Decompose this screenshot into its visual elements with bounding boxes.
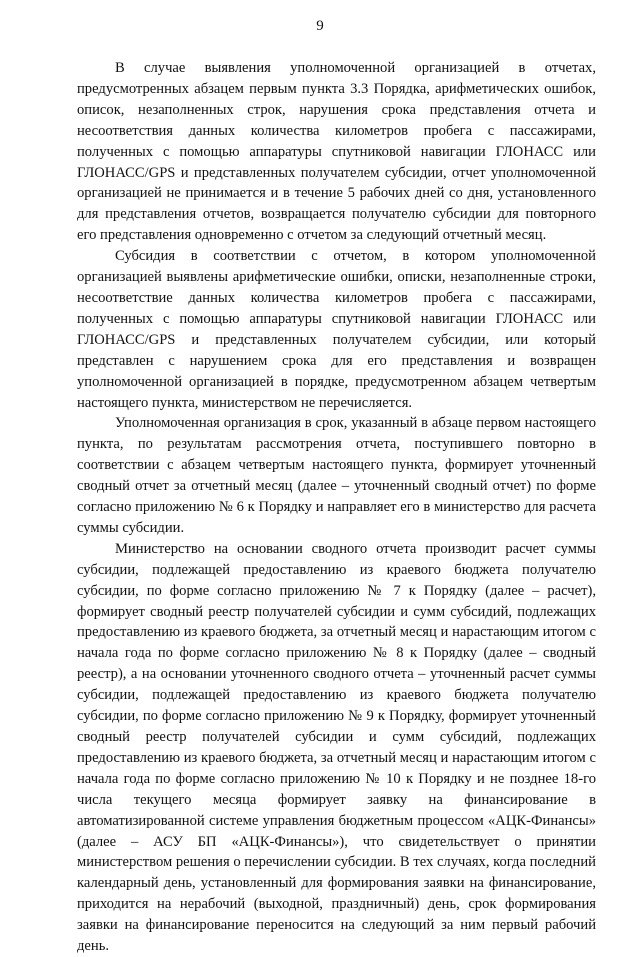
paragraph-2: Субсидия в соответствии с отчетом, в котором уполномоченной организацией выявлены арифметические ошибки, описки, незаполненные строки, несоответствие данных количества километров пробега с пассажирами, полученных с помощью аппаратуры спутниковой навигации ГЛОНАСС или ГЛОНАСС/GPS и представленных получателем субсидии, или который представлен с нарушением срока для его представления и возвращен уполномоченной организацией в порядке, предусмотренном абзацем четвертым настоящего пункта, министерством не перечисляется. <box>77 248 596 411</box>
document-body <box>77 58 596 957</box>
paragraph-1: В случае выявления уполномоченной организацией в отчетах, предусмотренных абзацем первым пункта 3.3 Порядка, арифметических ошибок, описок, незаполненных строк, нарушения срока представления отчета и несоответствия данных количества километров пробега с пассажирами, полученных с помощью аппаратуры спутниковой навигации ГЛОНАСС или ГЛОНАСС/GPS и представленных получателем субсидии, отчет уполномоченной организацией не принимается и в течение 5 рабочих дней со дня, установленного для представления отчетов, возвращается получателю субсидии для повторного его представления одновременно с отчетом за следующий отчетный месяц. <box>77 60 596 244</box>
paragraph-3: Уполномоченная организация в срок, указанный в абзаце первом настоящего пункта, по результатам рассмотрения отчета, поступившего повторно в соответствии с абзацем четвертым настоящего пункта, формирует уточненный сводный отчет за отчетный месяц (далее – уточненный сводный отчет) по форме согласно приложению № 6 к Порядку и направляет его в министерство для расчета суммы субсидии. <box>77 415 596 536</box>
page-number: 9 <box>316 18 324 34</box>
paragraph-4: Министерство на основании сводного отчета производит расчет суммы субсидии, подлежащей предоставлению из краевого бюджета получателю субсидии, по форме согласно приложению № 7 к Порядку (далее – расчет), формирует сводный реестр получателей субсидии и сумм субсидий, подлежащих предоставлению из краевого бюджета, за отчетный месяц и нарастающим итогом с начала года по форме согласно приложению № 8 к Порядку (далее – сводный реестр), а на основании уточненного сводного отчета – уточненный расчет суммы субсидии, подлежащей предоставлению из краевого бюджета получателю субсидии, по форме согласно приложению № 9 к Порядку, формирует уточненный сводный реестр получателей субсидии и сумм субсидий, подлежащих предоставлению из краевого бюджета, за отчетный месяц и нарастающим итогом с начала года по форме согласно приложению № 10 к Порядку и не позднее 18-го числа текущего месяца формирует заявку на финансирование в автоматизированной системе управления бюджетным процессом «АЦК-Финансы» (далее – АСУ БП «АЦК-Финансы»), что свидетельствует о принятии министерством решения о перечислении субсидии. В тех случаях, когда последний календарный день, установленный для формирования заявки на финансирование, приходится на нерабочий (выходной, праздничный) день, срок формирования заявки на финансирование переносится на следующий за ним первый рабочий день. <box>77 540 596 955</box>
